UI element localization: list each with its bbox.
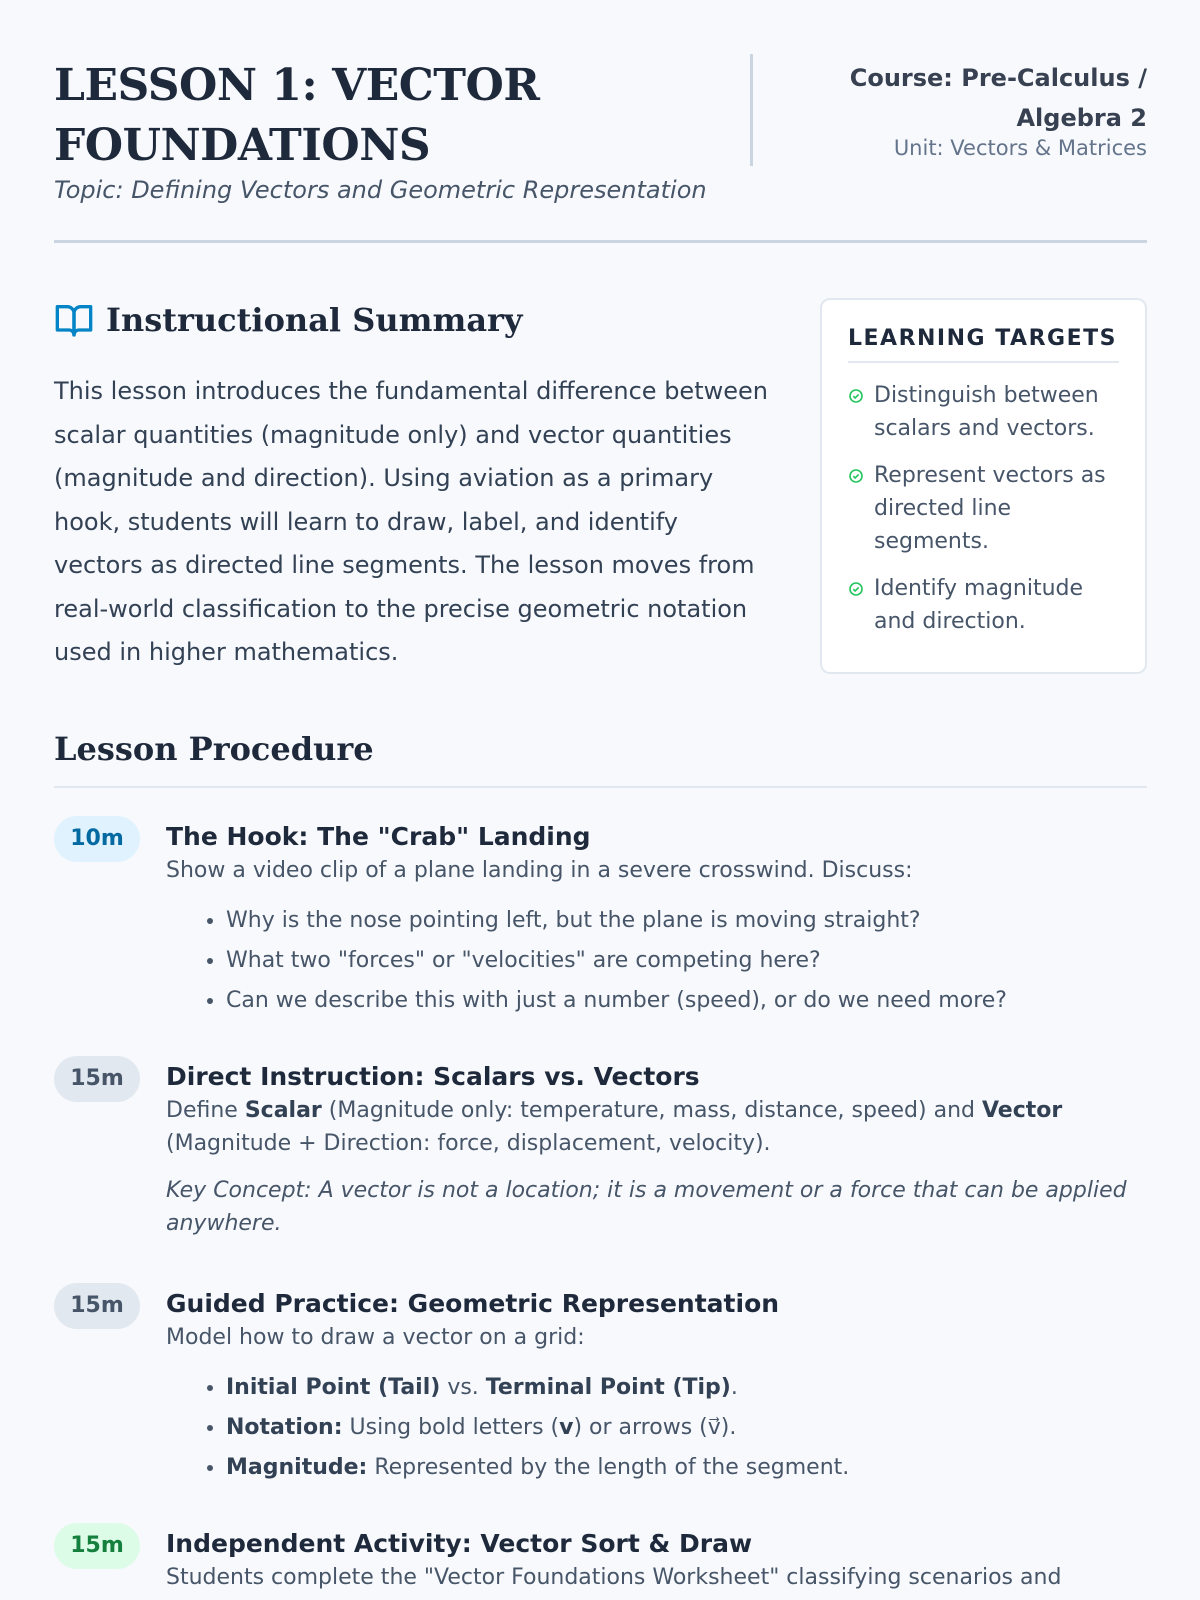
step-title: Direct Instruction: Scalars vs. Vectors — [166, 1062, 700, 1091]
lesson-header — [54, 54, 1147, 244]
bullet-item: • Why is the nose pointing left, but the plane is moving straight? — [226, 901, 1147, 941]
summary-text: This lesson introduces the fundamental difference between scalar quantities (magnitude only) and vector quantities (magnitude and direction). Using aviation as a primary hook, students will learn to draw, label, and identify vectors as directed line segments. The lesson moves from real-world classification to the precise geometric notation used in higher mathematics. — [54, 377, 768, 666]
step-body — [166, 820, 1147, 1021]
book-icon — [54, 300, 94, 340]
term-notation: Notation: — [226, 1415, 343, 1440]
learning-target-item — [848, 379, 1119, 445]
desc-text: (Magnitude only: temperature, mass, distance, speed) and — [321, 1098, 982, 1123]
step-description: Model how to draw a vector on a grid: — [166, 1325, 585, 1350]
time-badge: 15m — [54, 1283, 140, 1329]
scalar-term: Scalar — [244, 1098, 322, 1123]
learning-target-text: Identify magnitude and direction. — [874, 576, 1084, 634]
time-badge: 10m — [54, 816, 140, 862]
procedure-title: Lesson Procedure — [54, 730, 374, 768]
key-concept-note: Key Concept: A vector is not a location; it is a movement or a force that can be applied anywhere. — [166, 1178, 1127, 1236]
header-rule — [54, 240, 1147, 243]
step-body — [166, 1287, 1147, 1488]
learning-target-item — [848, 572, 1119, 638]
learning-targets-card — [820, 298, 1147, 674]
summary-title: Instructional Summary — [106, 301, 523, 339]
term-terminal-point: Terminal Point (Tip) — [485, 1375, 731, 1400]
bullet-item: • What two "forces" or "velocities" are competing here? — [226, 941, 1147, 981]
procedure-rule — [54, 786, 1147, 788]
bullet-text: ) or arrows (v⃗). — [573, 1415, 737, 1440]
vector-term: Vector — [981, 1098, 1063, 1123]
learning-target-text: Represent vectors as directed line segments. — [874, 463, 1106, 554]
step-title: Independent Activity: Vector Sort & Draw — [166, 1529, 753, 1558]
lesson-title: LESSON 1: VECTOR FOUNDATIONS — [54, 60, 540, 171]
header-divider — [750, 54, 753, 166]
course-label: Course: Pre-Calculus / Algebra 2 — [849, 64, 1147, 132]
term-v-bold: v — [559, 1415, 574, 1440]
check-circle-icon — [848, 581, 864, 597]
term-initial-point: Initial Point (Tail) — [226, 1375, 441, 1400]
step-description: Students complete the "Vector Foundations Worksheet" classifying scenarios and — [166, 1565, 1062, 1590]
step-body — [166, 1060, 1147, 1240]
lesson-plan-page — [54, 0, 1147, 1600]
step-description — [166, 1094, 1147, 1160]
step-bullets — [226, 901, 1147, 1021]
desc-text: (Magnitude + Direction: force, displacement, velocity). — [166, 1131, 771, 1156]
step-title: The Hook: The "Crab" Landing — [166, 822, 591, 851]
bullet-text: Represented by the length of the segment. — [367, 1455, 850, 1480]
unit-label: Unit: Vectors & Matrices — [893, 136, 1147, 160]
bullet-item — [226, 1448, 1147, 1488]
desc-text: Define — [166, 1098, 245, 1123]
bullet-item — [226, 1368, 1147, 1408]
time-badge: 15m — [54, 1523, 140, 1569]
step-body — [166, 1527, 1147, 1594]
step-title: Guided Practice: Geometric Representation — [166, 1289, 780, 1318]
bullet-text: Using bold letters ( — [342, 1415, 560, 1440]
time-badge: 15m — [54, 1056, 140, 1102]
summary-heading — [54, 298, 523, 342]
step-description: Show a video clip of a plane landing in a severe crosswind. Discuss: — [166, 858, 913, 883]
learning-target-text: Distinguish between scalars and vectors. — [874, 383, 1099, 441]
bullet-item — [226, 1408, 1147, 1448]
bullet-text: . — [730, 1375, 738, 1400]
bullet-text: vs. — [440, 1375, 486, 1400]
bullet-item: • Can we describe this with just a number (speed), or do we need more? — [226, 981, 1147, 1021]
step-bullets — [226, 1368, 1147, 1488]
learning-targets-title: LEARNING TARGETS — [848, 326, 1119, 363]
check-circle-icon — [848, 388, 864, 404]
lesson-topic: Topic: Defining Vectors and Geometric Representation — [54, 176, 707, 204]
check-circle-icon — [848, 468, 864, 484]
term-magnitude: Magnitude: — [226, 1455, 368, 1480]
learning-target-item — [848, 459, 1119, 558]
